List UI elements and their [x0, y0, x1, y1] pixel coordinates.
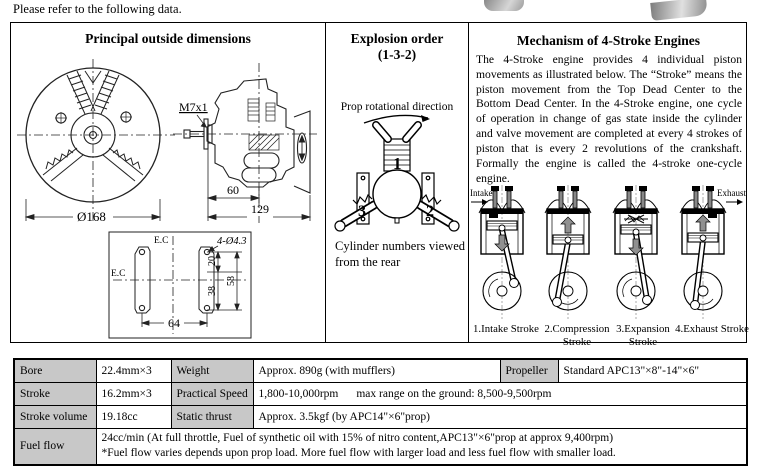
panel-explosion-order [325, 23, 468, 342]
practical-speed-label: Practical Speed [171, 382, 253, 405]
table-row [14, 382, 747, 405]
engine-photo-fragment [484, 0, 524, 11]
intro-text: Please refer to the following data. [13, 2, 182, 16]
stroke-volume-label: Stroke volume [14, 405, 96, 428]
stroke-label-exhaust: 4.Exhaust Stroke [675, 323, 749, 335]
dimensions-drawing [11, 47, 325, 343]
weight-value: Approx. 890g (with mufflers) [253, 359, 500, 382]
propeller-value: Standard APC13"×8"-14"×6" [558, 359, 747, 382]
table-row [14, 428, 747, 465]
data-panels-box [10, 22, 749, 348]
table-row [14, 359, 747, 382]
panel-title [326, 31, 468, 62]
exhaust-flow-label: Exhaust [717, 188, 746, 198]
four-stroke-diagrams [469, 183, 749, 323]
stroke-label-compression: 2.Compression Stroke [544, 323, 610, 348]
propeller-label: Propeller [500, 359, 558, 382]
cylinder-3-number: 3 [358, 203, 366, 220]
explosion-caption: Cylinder numbers viewed from the rear [335, 239, 465, 269]
static-thrust-label: Static thrust [171, 405, 253, 428]
dim-64-label: 64 [168, 316, 180, 330]
intake-flow-label: Intake [470, 188, 493, 198]
bore-value: 22.4mm×3 [96, 359, 171, 382]
engine-photo-fragment [650, 0, 708, 21]
spec-table [13, 358, 748, 466]
explosion-subtitle: (1-3-2) [377, 46, 417, 62]
ec-top-label: E.C [154, 236, 169, 246]
cylinder-1-number: 1 [393, 154, 402, 173]
dim-38-label: 38 [207, 286, 218, 296]
weight-label: Weight [171, 359, 253, 382]
table-row [14, 405, 747, 428]
static-thrust-value: Approx. 3.5kgf (by APC14"×6"prop) [253, 405, 747, 428]
dim-58-label: 58 [226, 276, 237, 286]
dim-60-label: 60 [227, 183, 239, 197]
cylinder-2-number: 2 [426, 203, 434, 220]
practical-speed-value: 1,800-10,000rpm max range on the ground: 8,500-9,500rpm [253, 382, 747, 405]
prop-rotation-label: Prop rotational direction [340, 101, 454, 113]
stroke-label: Stroke [14, 382, 96, 405]
panel-principal-dimensions [11, 23, 325, 342]
fuel-flow-value: 24cc/min (At full throttle, Fuel of synthetic oil with 15% of nitro content,APC13"×6"prop at approx 9,400rpm) *Fuel flow varies depends upon prop load. More fuel flow with larger load and less fuel flow with smaller load. [96, 428, 747, 465]
dim-diameter-label: Ø168 [77, 209, 106, 224]
panel-title: Principal outside dimensions [85, 31, 251, 46]
stroke-value: 16.2mm×3 [96, 382, 171, 405]
stroke-labels-row [469, 323, 749, 348]
mechanism-body-text: The 4-Stroke engine provides 4 individual piston movements as illustrated below. The “Stroke” means the piston movement from the Top Dead Center to the Bottom Dead Center. In the 4-Stroke engine, one cycle of operation in change of gas state inside the cylinder and valve movement are completed at every 4 strokes of piston that is every 2 revolutions of the crankshaft. Formally the engine is called the 4-stroke one-cycle engine. [476, 53, 742, 185]
fuel-flow-label: Fuel flow [14, 428, 96, 465]
panel-mechanism [468, 23, 749, 348]
ec-left-label: E.C [111, 269, 126, 279]
stroke-label-intake: 1.Intake Stroke [473, 323, 539, 335]
dim-holes-label: 4-Ø4.3 [217, 236, 247, 247]
stroke-volume-value: 19.18cc [96, 405, 171, 428]
bore-label: Bore [14, 359, 96, 382]
panel-title: Mechanism of 4-Stroke Engines [516, 33, 701, 48]
stroke-label-expansion: 3.Expansion Stroke [616, 323, 670, 348]
dim-thread-label: M7x1 [179, 100, 208, 114]
dim-20-label: 20 [207, 256, 218, 266]
dim-129-label: 129 [251, 202, 269, 216]
explosion-title: Explosion order [350, 31, 444, 46]
explosion-order-diagram [326, 109, 469, 237]
